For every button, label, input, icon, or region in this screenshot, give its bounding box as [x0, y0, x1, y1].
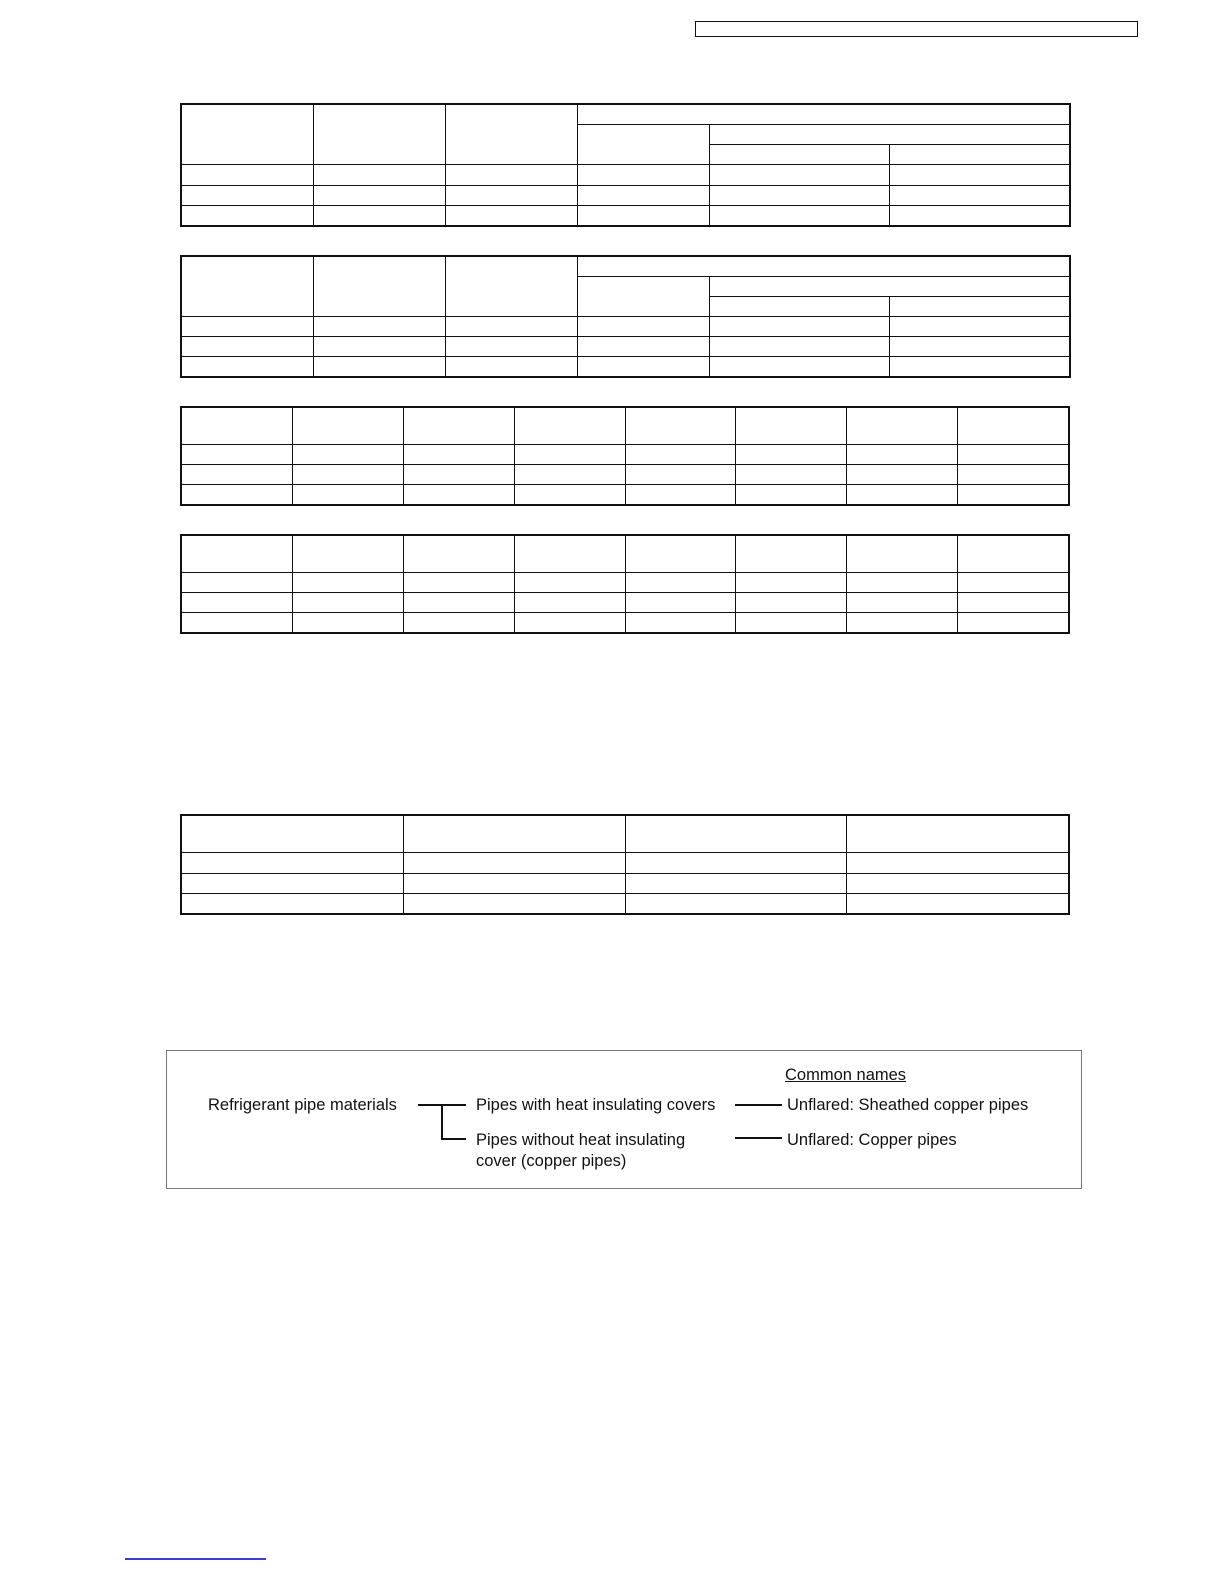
table-row — [182, 853, 1069, 873]
pipes-without-covers-label-line2: cover (copper pipes) — [476, 1152, 627, 1170]
connector-line — [735, 1137, 782, 1139]
table-cell — [446, 257, 578, 317]
connector-line — [441, 1104, 443, 1139]
table-cell — [182, 105, 314, 165]
table-header-row — [182, 816, 1069, 853]
pipes-with-covers-label: Pipes with heat insulating covers — [476, 1096, 716, 1114]
footer-link-underline[interactable] — [125, 1558, 266, 1560]
pipes-without-covers-label-line1: Pipes without heat insulating — [476, 1131, 686, 1149]
pipe-dimension-table-1 — [181, 407, 1069, 505]
refrigerant-pipe-materials-label: Refrigerant pipe materials — [208, 1096, 397, 1114]
table-cell — [890, 145, 1070, 165]
table-cell — [578, 105, 1070, 125]
table-row — [182, 357, 1070, 377]
table-row — [182, 893, 1069, 913]
table-row — [182, 317, 1070, 337]
table-cell — [446, 105, 578, 165]
pipe-dimension-table-2 — [181, 535, 1069, 633]
table-row — [182, 593, 1069, 613]
table-cell — [182, 257, 314, 317]
table-cell — [710, 297, 890, 317]
table-cell — [578, 277, 710, 317]
table-row — [182, 873, 1069, 893]
common-names-heading: Common names — [785, 1066, 907, 1084]
table-cell — [710, 277, 1070, 297]
table-row — [182, 337, 1070, 357]
sheathed-copper-pipes-label: Unflared: Sheathed copper pipes — [787, 1096, 1029, 1114]
table-header-row — [182, 408, 1069, 445]
table-row — [182, 465, 1069, 485]
table-row — [182, 205, 1070, 225]
table-row — [182, 185, 1070, 205]
table-cell — [710, 145, 890, 165]
table-row — [182, 485, 1069, 505]
copper-pipes-label: Unflared: Copper pipes — [787, 1131, 957, 1149]
pipe-spec-table-2 — [181, 256, 1070, 377]
table-cell — [710, 125, 1070, 145]
table-row — [182, 613, 1069, 633]
connector-line — [441, 1138, 466, 1140]
table-cell — [890, 297, 1070, 317]
table-header-row — [182, 536, 1069, 573]
table-row — [182, 445, 1069, 465]
pipe-spec-table-1 — [181, 104, 1070, 226]
table-cell — [314, 257, 446, 317]
table-cell — [578, 257, 1070, 277]
table-row — [182, 165, 1070, 185]
pipe-materials-diagram — [166, 1050, 1082, 1189]
table-cell — [314, 105, 446, 165]
pipe-thickness-table — [181, 815, 1069, 914]
header-title-box — [695, 21, 1138, 37]
table-cell — [578, 125, 710, 165]
table-row — [182, 573, 1069, 593]
connector-line — [735, 1104, 782, 1106]
